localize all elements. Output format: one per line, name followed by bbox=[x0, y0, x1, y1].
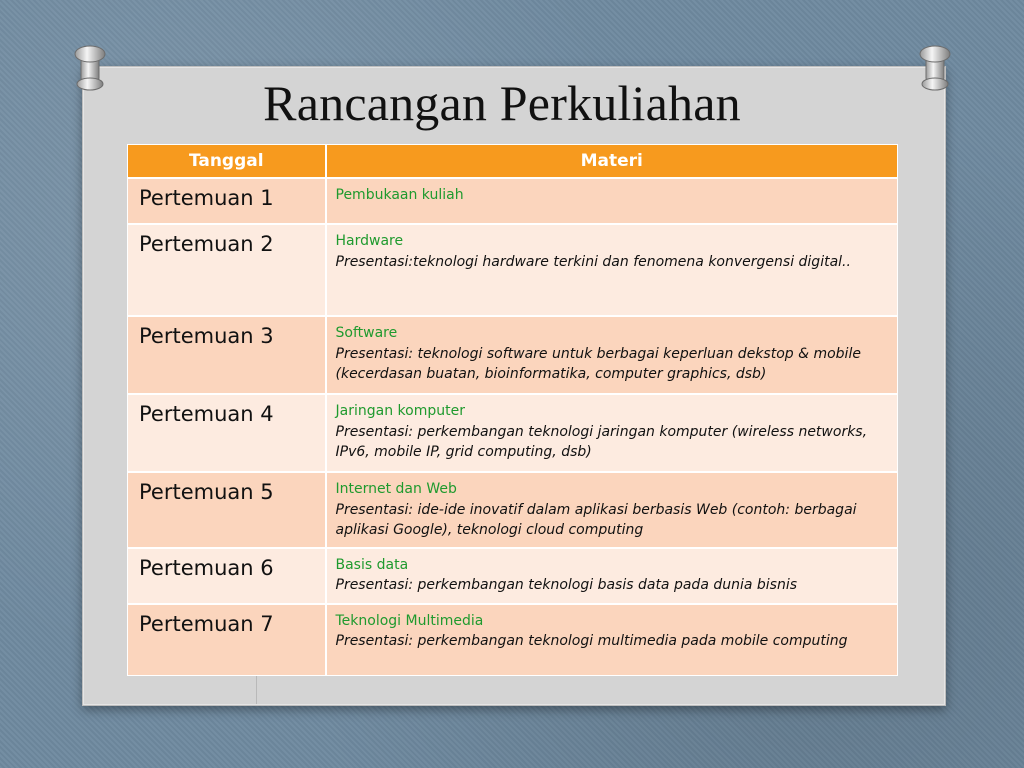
pertemuan-label: Pertemuan 4 bbox=[139, 402, 274, 426]
topic-text: Jaringan komputer bbox=[335, 403, 465, 419]
topic-text: Internet dan Web bbox=[335, 481, 457, 497]
tanggal-cell bbox=[128, 604, 326, 676]
pertemuan-label: Pertemuan 1 bbox=[139, 186, 274, 210]
table-row bbox=[128, 472, 898, 548]
description-text: Presentasi: teknologi software untuk berbagai keperluan dekstop & mobile (kecerdasan buatan, bioinformatika, computer graphics, dsb) bbox=[335, 345, 861, 382]
materi-cell bbox=[326, 472, 898, 548]
materi-cell bbox=[326, 548, 898, 604]
table-row bbox=[128, 316, 898, 394]
description-text: Presentasi: perkembangan teknologi jaringan komputer (wireless networks, IPv6, mobile IP, grid computing, dsb) bbox=[335, 423, 868, 460]
materi-cell bbox=[326, 604, 898, 676]
tanggal-cell bbox=[128, 316, 326, 394]
table-row bbox=[128, 178, 898, 224]
board-divider-line bbox=[256, 674, 257, 704]
materi-cell bbox=[326, 316, 898, 394]
materi-cell bbox=[326, 224, 898, 316]
pertemuan-label: Pertemuan 5 bbox=[139, 480, 274, 504]
topic-text: Hardware bbox=[335, 233, 404, 249]
materi-cell bbox=[326, 394, 898, 472]
description-text: Presentasi: ide-ide inovatif dalam aplikasi berbasis Web (contoh: berbagai aplikasi Google), teknologi cloud computing bbox=[335, 501, 857, 538]
table-row bbox=[128, 604, 898, 676]
header-materi: Materi bbox=[326, 145, 898, 179]
slide-title: Rancangan Perkuliahan bbox=[263, 75, 741, 131]
tanggal-cell bbox=[128, 394, 326, 472]
table-row bbox=[128, 394, 898, 472]
table-row bbox=[128, 548, 898, 604]
topic-text: Teknologi Multimedia bbox=[335, 612, 484, 629]
tanggal-cell bbox=[128, 472, 326, 548]
pertemuan-label: Pertemuan 3 bbox=[139, 324, 274, 348]
tanggal-cell bbox=[128, 224, 326, 316]
table-row bbox=[128, 224, 898, 316]
schedule-table bbox=[127, 144, 898, 676]
materi-cell bbox=[326, 178, 898, 224]
header-tanggal: Tanggal bbox=[128, 145, 326, 179]
pertemuan-label: Pertemuan 2 bbox=[139, 232, 274, 256]
pertemuan-label: Pertemuan 7 bbox=[139, 611, 274, 636]
tanggal-cell bbox=[128, 548, 326, 604]
description-text: Presentasi: perkembangan teknologi multimedia pada mobile computing bbox=[335, 633, 848, 649]
topic-text: Pembukaan kuliah bbox=[335, 187, 464, 203]
table-header-row bbox=[128, 145, 898, 179]
tanggal-cell bbox=[128, 178, 326, 224]
topic-text: Software bbox=[335, 325, 398, 341]
pertemuan-label: Pertemuan 6 bbox=[139, 555, 274, 580]
description-text: Presentasi: perkembangan teknologi basis data pada dunia bisnis bbox=[335, 577, 798, 593]
description-text: Presentasi:teknologi hardware terkini dan fenomena konvergensi digital.. bbox=[335, 253, 851, 270]
topic-text: Basis data bbox=[335, 556, 409, 573]
